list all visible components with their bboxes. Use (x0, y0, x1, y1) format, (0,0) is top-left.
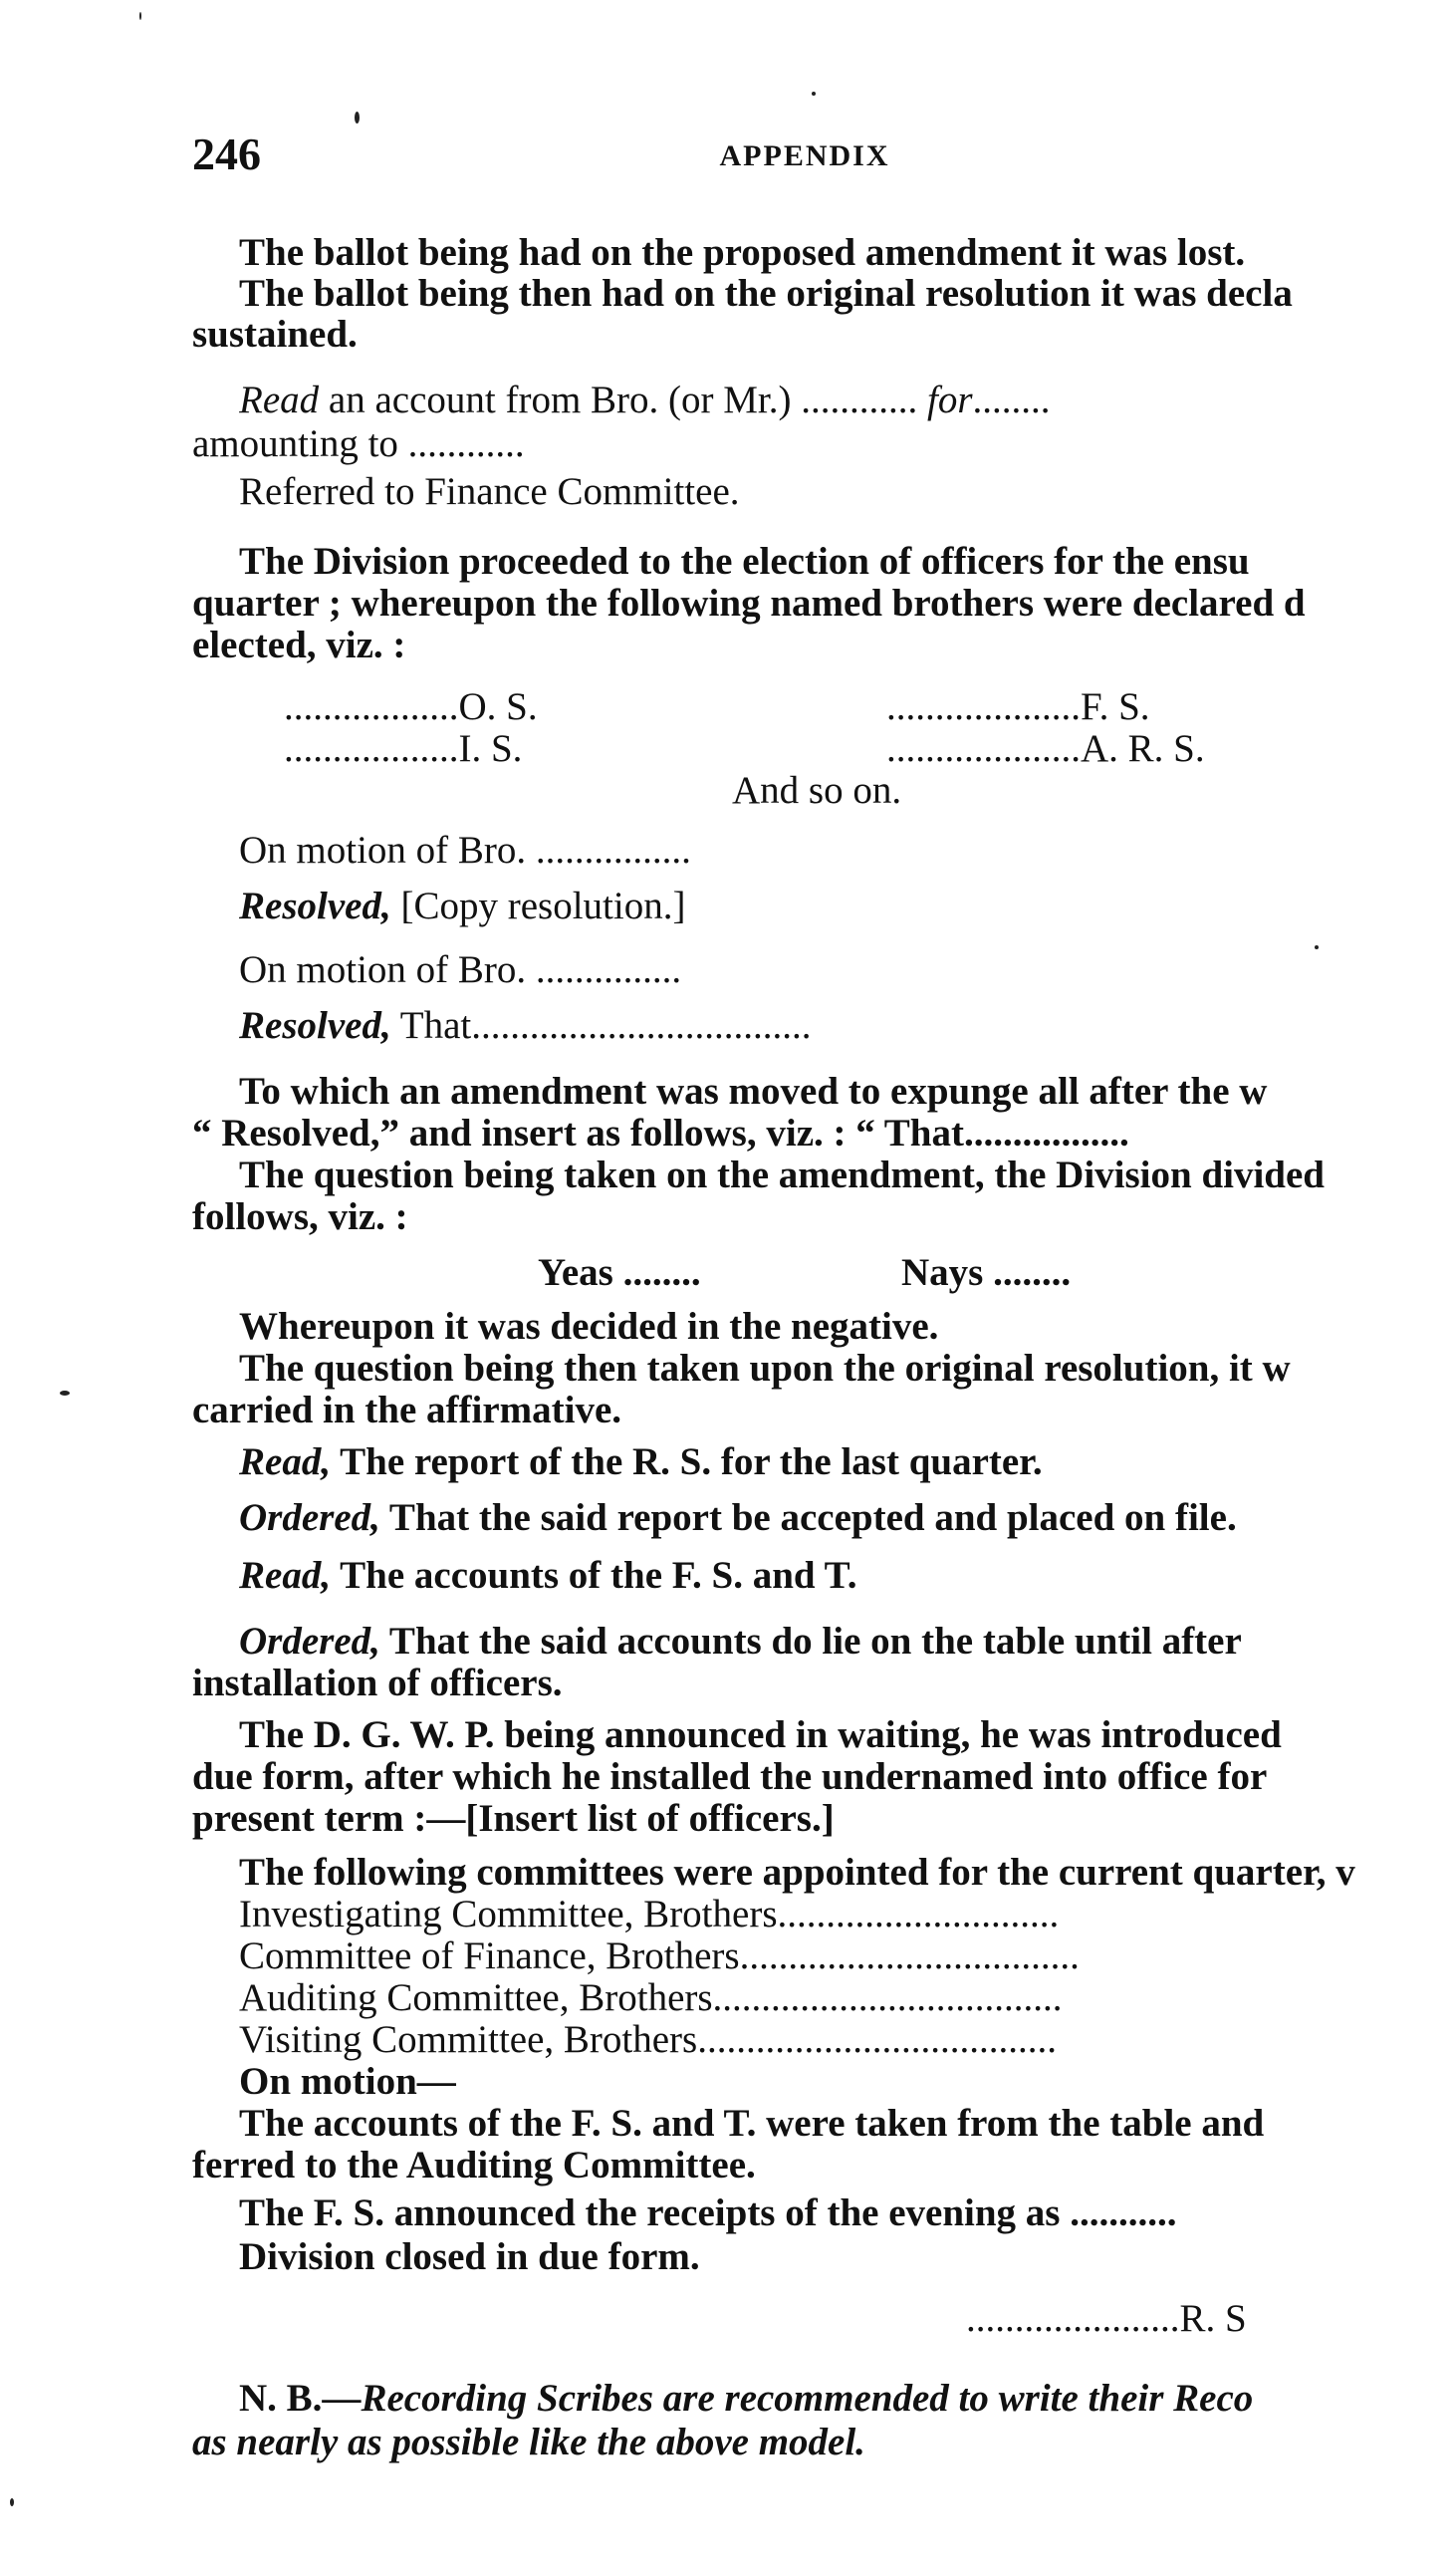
note-text: as nearly as possible like the above model. (192, 2421, 865, 2463)
ink-speck (139, 12, 141, 20)
signature-line: ......................R. S (966, 2297, 1247, 2340)
officer-os: ..................O. S. (284, 685, 538, 728)
italic-word: Read (239, 379, 320, 421)
italic-word: Resolved, (239, 1004, 391, 1047)
text-line: To which an amendment was moved to expunge all after the w (239, 1070, 1268, 1113)
text-span: The accounts of the F. S. and T. (331, 1554, 857, 1597)
ink-speck (60, 1391, 70, 1396)
note-text: Recording Scribes are recommended to write their Reco (361, 2377, 1254, 2420)
text-line: quarter ; whereupon the following named brothers were declared d (192, 582, 1306, 625)
text-line: The D. G. W. P. being announced in waiting, he was introduced (239, 1713, 1282, 1756)
text-span: [Copy resolution.] (390, 885, 686, 927)
text-span: That................................... (390, 1004, 812, 1047)
text-line: The following committees were appointed for the current quarter, v (239, 1851, 1355, 1894)
text-line: follows, viz. : (192, 1195, 408, 1238)
text-line (239, 1620, 1456, 1664)
page-header (192, 128, 1417, 187)
text-line: On motion— (239, 2060, 456, 2103)
text-line: On motion of Bro. ............... (239, 948, 682, 991)
officer-is: ..................I. S. (284, 727, 523, 770)
text-line: “ Resolved,” and insert as follows, viz. : “ That................. (192, 1112, 1129, 1155)
text-line: amounting to ............ (192, 422, 525, 465)
text-line: ferred to the Auditing Committee. (192, 2144, 756, 2187)
text-line: The ballot being had on the proposed amendment it was lost. (239, 231, 1246, 274)
note-line (192, 2421, 1456, 2464)
text-line (239, 1496, 1456, 1540)
text-line (239, 1004, 1456, 1048)
ink-speck (812, 92, 816, 96)
italic-word: Resolved, (239, 885, 391, 927)
text-line: installation of officers. (192, 1662, 563, 1704)
italic-word: Ordered, (239, 1496, 380, 1539)
committee-line: Committee of Finance, Brothers................................... (239, 1934, 1080, 1977)
text-line: Referred to Finance Committee. (239, 470, 740, 513)
officer-ars: ....................A. R. S. (886, 727, 1205, 770)
ink-speck (1315, 945, 1319, 949)
ink-speck (355, 112, 360, 124)
ink-speck (10, 2498, 14, 2506)
text-line (239, 379, 1456, 422)
committee-line: Investigating Committee, Brothers............................. (239, 1893, 1060, 1935)
committee-line: Auditing Committee, Brothers.................................... (239, 1976, 1063, 2019)
committee-line: Visiting Committee, Brothers..................................... (239, 2018, 1057, 2061)
running-title: APPENDIX (719, 139, 890, 172)
text-line: On motion of Bro. ................ (239, 829, 691, 872)
text-line (239, 885, 1456, 928)
text-line: present term :—[Insert list of officers.] (192, 1797, 835, 1840)
text-span: an account from Bro. (or Mr.) ............ (319, 379, 928, 421)
yeas-count: Yeas ........ (538, 1251, 701, 1294)
text-line: The question being then taken upon the original resolution, it w (239, 1347, 1291, 1390)
text-line: carried in the affirmative. (192, 1389, 622, 1431)
note-prefix: N. B.— (239, 2377, 362, 2420)
text-line: The F. S. announced the receipts of the evening as ........... (239, 2191, 1177, 2234)
text-line: The question being taken on the amendment, the Division divided (239, 1154, 1326, 1196)
italic-word: for (927, 379, 973, 421)
text-line: Division closed in due form. (239, 2235, 700, 2278)
text-span: ........ (972, 379, 1051, 421)
text-line: due form, after which he installed the undernamed into office for (192, 1755, 1268, 1798)
text-line: The ballot being then had on the original resolution it was decla (239, 272, 1293, 315)
officer-fs: ....................F. S. (886, 685, 1150, 728)
officer-more: And so on. (732, 769, 902, 812)
text-span: The report of the R. S. for the last quarter. (331, 1440, 1043, 1483)
text-line: Whereupon it was decided in the negative. (239, 1305, 939, 1348)
text-span: That the said accounts do lie on the table until after (379, 1620, 1242, 1663)
italic-word: Ordered, (239, 1620, 380, 1663)
page-number: 246 (192, 129, 261, 179)
text-span: That the said report be accepted and placed on file. (379, 1496, 1237, 1539)
text-line: The accounts of the F. S. and T. were taken from the table and (239, 2102, 1265, 2145)
nays-count: Nays ........ (901, 1251, 1072, 1294)
note-line (239, 2377, 1456, 2421)
italic-word: Read, (239, 1554, 332, 1597)
text-line (239, 1554, 1456, 1598)
italic-word: Read, (239, 1440, 332, 1483)
text-line: The Division proceeded to the election of officers for the ensu (239, 540, 1250, 583)
text-line (239, 1440, 1456, 1484)
text-line: elected, viz. : (192, 624, 406, 666)
text-line: sustained. (192, 313, 358, 356)
